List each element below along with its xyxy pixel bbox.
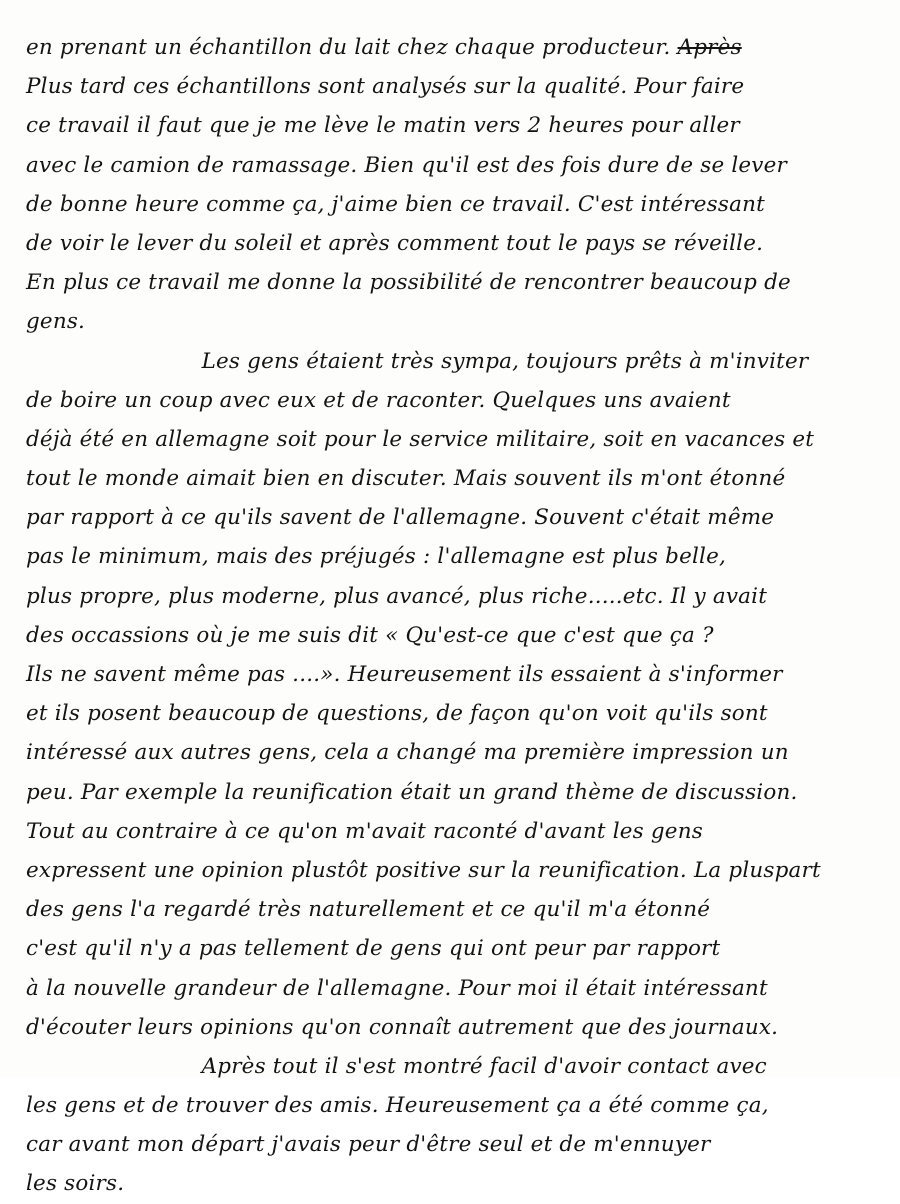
text-line: peu. Par exemple la reunification était un grand thème de discussion. <box>26 779 798 805</box>
text-line: ce travail il faut que je me lève le matin vers 2 heures pour aller <box>26 113 740 139</box>
text-line: de boire un coup avec eux et de raconter. Quelques uns avaient <box>26 387 731 413</box>
text-line: pas le minimum, mais des préjugés : l'allemagne est plus belle, <box>26 544 726 570</box>
text-line: En plus ce travail me donne la possibilité de rencontrer beaucoup de <box>26 270 791 296</box>
paragraph-start-line: Les gens étaient très sympa, toujours prêts à m'inviter <box>201 348 809 374</box>
text-line: de voir le lever du soleil et après comment tout le pays se réveille. <box>26 230 764 256</box>
text-line: des occassions où je me suis dit « Qu'est-ce que c'est que ça ? <box>26 622 714 648</box>
text-line: Tout au contraire à ce qu'on m'avait raconté d'avant les gens <box>26 818 703 844</box>
struck-out-word: Après <box>677 35 742 60</box>
text-line: car avant mon départ j'avais peur d'être seul et de m'ennuyer <box>26 1132 711 1158</box>
text-line: Plus tard ces échantillons sont analysés sur la qualité. Pour faire <box>26 74 745 100</box>
text-line: déjà été en allemagne soit pour le service militaire, soit en vacances et <box>26 426 815 452</box>
text-line: expressent une opinion plustôt positive sur la reunification. La pluspart <box>26 857 821 883</box>
text-line <box>26 28 884 67</box>
text-line: gens. <box>26 309 86 335</box>
text-line: par rapport à ce qu'ils savent de l'allemagne. Souvent c'était même <box>26 505 775 531</box>
text-line: plus propre, plus moderne, plus avancé, plus riche.....etc. Il y avait <box>26 583 768 609</box>
text-line: et ils posent beaucoup de questions, de façon qu'on voit qu'ils sont <box>26 701 768 727</box>
text-line-content: en prenant un échantillon du lait chez chaque producteur. <box>26 35 671 60</box>
paragraph-start-line: Après tout il s'est montré facil d'avoir contact avec <box>201 1053 767 1079</box>
text-line: Ils ne savent même pas ....». Heureusement ils essaient à s'informer <box>26 662 783 687</box>
text-line: tout le monde aimait bien en discuter. Mais souvent ils m'ont étonné <box>26 466 786 492</box>
text-line: de bonne heure comme ça, j'aime bien ce travail. C'est intéressant <box>26 191 765 217</box>
text-line: d'écouter leurs opinions qu'on connaît autrement que des journaux. <box>26 1014 779 1040</box>
text-line: intéressé aux autres gens, cela a changé ma première impression un <box>26 740 789 766</box>
text-line: les gens et de trouver des amis. Heureusement ça a été comme ça, <box>26 1093 769 1119</box>
text-line: les soirs. <box>26 1171 125 1197</box>
handwritten-text-block <box>26 28 886 1204</box>
text-line: c'est qu'il n'y a pas tellement de gens qui ont peur par rapport <box>26 936 721 962</box>
text-line: à la nouvelle grandeur de l'allemagne. Pour moi il était intéressant <box>26 975 768 1001</box>
text-line: des gens l'a regardé très naturellement et ce qu'il m'a étonné <box>26 897 711 923</box>
text-line: avec le camion de ramassage. Bien qu'il est des fois dure de se lever <box>26 152 787 178</box>
